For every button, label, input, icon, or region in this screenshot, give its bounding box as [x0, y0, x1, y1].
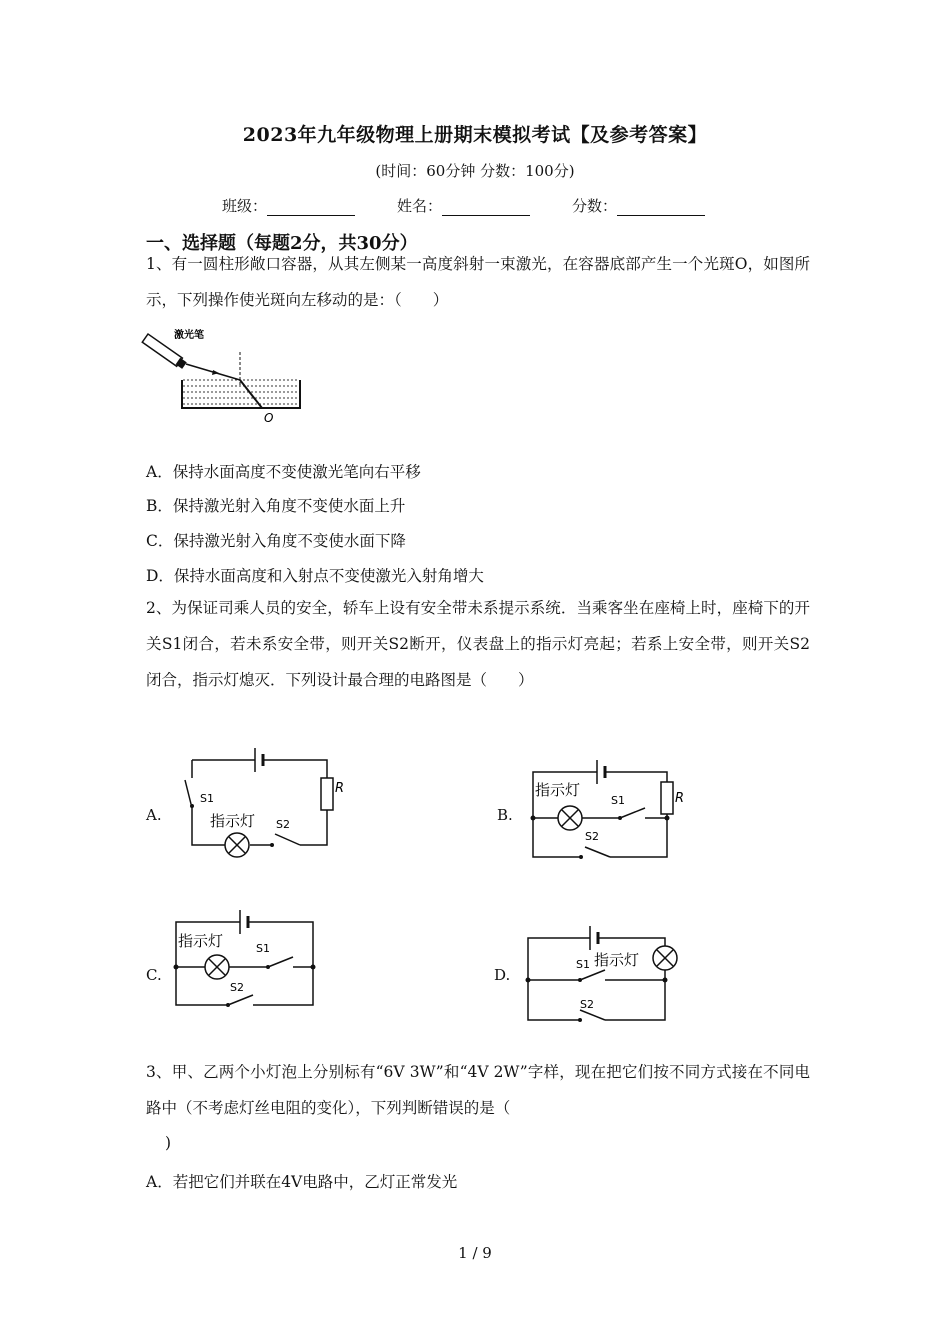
laser-container-figure — [140, 322, 320, 427]
laser-pen-label: 激光笔 — [174, 330, 204, 341]
q1-option-d[interactable]: D．保持水面高度和入射点不变使激光入射角增大 — [146, 567, 484, 585]
circuit-a-lamp-label: 指示灯 — [210, 812, 256, 830]
circuit-c-lamp-label: 指示灯 — [178, 932, 224, 950]
circuit-a-diagram[interactable] — [180, 738, 350, 863]
circuit-c-diagram[interactable] — [168, 905, 323, 1013]
student-info-line — [222, 195, 705, 216]
circuit-c-s2: S2 — [230, 981, 244, 994]
score-label: 分数： — [572, 197, 618, 215]
circuit-b-lamp-label: 指示灯 — [535, 781, 581, 799]
q3-option-a[interactable]: A．若把它们并联在4V电路中，乙灯正常发光 — [146, 1173, 458, 1191]
class-blank[interactable] — [267, 199, 355, 216]
score-blank[interactable] — [617, 199, 705, 216]
question-3-close-paren: ) — [165, 1134, 172, 1152]
name-blank[interactable] — [442, 199, 530, 216]
circuit-d-label[interactable]: D. — [494, 966, 511, 984]
q1-option-a[interactable]: A．保持水面高度不变使激光笔向右平移 — [146, 463, 421, 481]
circuit-c-label[interactable]: C. — [146, 966, 162, 984]
page-title: 2023年九年级物理上册期末模拟考试【及参考答案】 — [242, 124, 708, 146]
section-heading: 一、选择题（每题2分，共30分） — [146, 233, 418, 254]
circuit-a-s2: S2 — [276, 818, 290, 831]
question-1-text: 1、有一圆柱形敞口容器，从其左侧某一高度斜射一束激光，在容器底部产生一个光斑O，如图所示，下列操作使光斑向左移动的是：（ ） — [146, 255, 810, 309]
spot-o-label: O — [264, 411, 274, 425]
page-number: 1 / 9 — [458, 1244, 492, 1262]
question-2-text: 2、为保证司乘人员的安全，轿车上设有安全带未系提示系统．当乘客坐在座椅上时，座椅下的开关S1闭合，若未系安全带，则开关S2断开，仪表盘上的指示灯亮起；若系上安全带，则开关S2闭合，指示灯熄灭．下列设计最合理的电路图是（ ） — [146, 599, 810, 689]
circuit-b-r: R — [675, 791, 685, 806]
circuit-b-label[interactable]: B. — [497, 806, 513, 824]
name-label: 姓名： — [397, 197, 443, 215]
q1-option-c[interactable]: C．保持激光射入角度不变使水面下降 — [146, 532, 406, 550]
circuit-d-diagram[interactable] — [520, 918, 690, 1028]
circuit-d-lamp-label: 指示灯 — [594, 951, 640, 969]
q1-option-b[interactable]: B．保持激光射入角度不变使水面上升 — [146, 497, 406, 515]
circuit-a-r: R — [335, 781, 345, 796]
class-label: 班级： — [222, 197, 268, 215]
circuit-a-label[interactable]: A. — [146, 806, 162, 824]
circuit-b-s1: S1 — [611, 794, 625, 807]
circuit-a-s1: S1 — [200, 792, 214, 805]
circuit-d-s1: S1 — [576, 958, 590, 971]
circuit-d-s2: S2 — [580, 998, 594, 1011]
circuit-c-s1: S1 — [256, 942, 270, 955]
question-3-text: 3、甲、乙两个小灯泡上分别标有“6V 3W”和“4V 2W”字样，现在把它们按不同方式接在不同电路中（不考虑灯丝电阻的变化），下列判断错误的是（ — [146, 1063, 810, 1117]
circuit-b-diagram[interactable] — [525, 752, 700, 864]
exam-time-score: (时间：60分钟 分数：100分) — [375, 162, 575, 180]
circuit-b-s2: S2 — [585, 830, 599, 843]
